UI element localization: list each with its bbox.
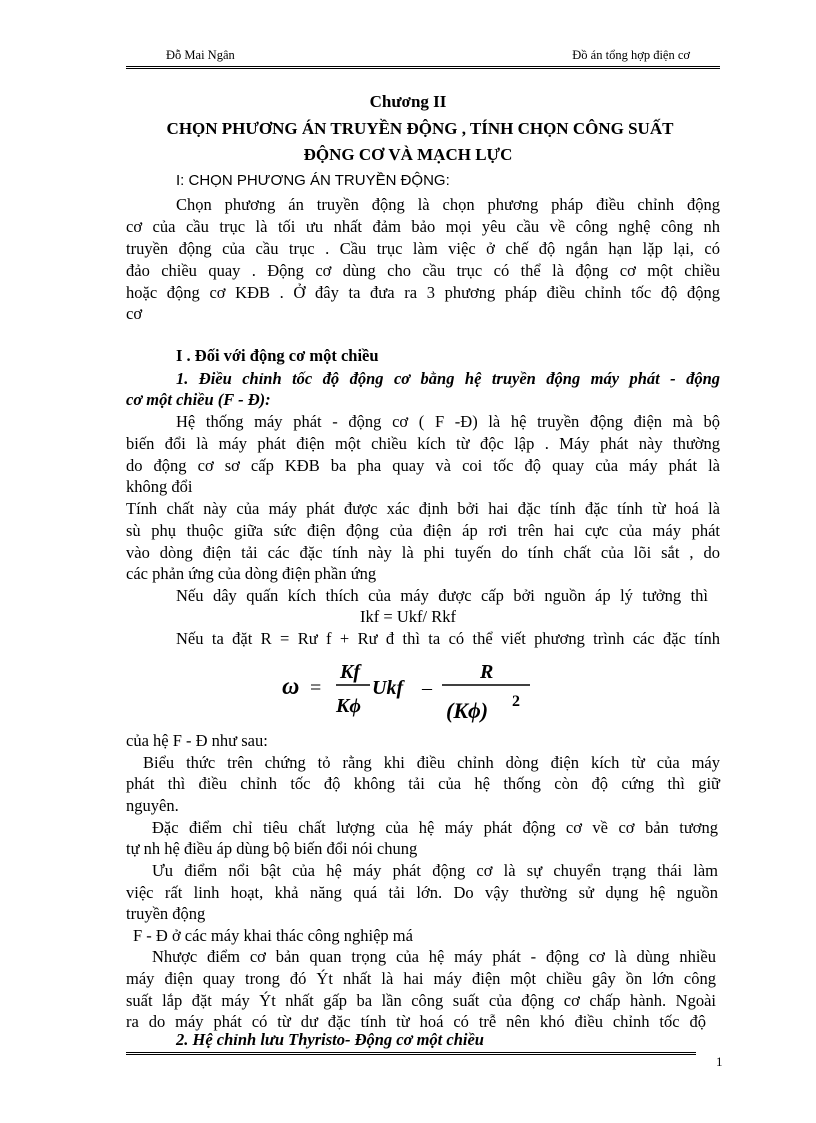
paragraph-line: đảo chiều quay . Động cơ dùng cho cầu trục có thể là động cơ một chiều [126,261,720,280]
title-line-1: CHỌN PHƯƠNG ÁN TRUYỀN ĐỘNG , TÍNH CHỌN CÔNG SUẤT [166,119,674,138]
header-author: Đỗ Mai Ngân [166,48,235,62]
subsection-heading: I . Đối với động cơ một chiều [176,346,379,365]
formula-num1: Kf [340,661,360,683]
formula-num2: R [480,661,494,683]
formula-den2: (Kϕ) [446,698,489,723]
paragraph-line: do động cơ sơ cấp KĐB ba pha quay và coi tốc độ quay của máy phát là [126,456,720,475]
equation-ikf: Ikf = Ukf/ Rkf [360,607,456,626]
paragraph-line: cơ của cầu trục là tối ưu nhất đảm bảo mọi yêu cầu về công nghệ công nh [126,217,720,236]
paragraph-line: Biểu thức trên chứng tỏ rằng khi điều chỉnh dòng điện kích từ của máy [143,753,720,772]
paragraph-line: Chọn phương án truyền động là chọn phương pháp điều chỉnh động [176,195,720,214]
paragraph-line: Nhược điểm cơ bản quan trọng của hệ máy phát - động cơ là dùng nhiều [152,947,716,966]
paragraph-line: các phản ứng của dòng điện phần ứng [126,564,377,583]
section-heading: I: CHỌN PHƯƠNG ÁN TRUYỀN ĐỘNG: [176,172,450,189]
paragraph-line: vào dòng điện tải các đặc tính này là phi tuyến do tính chất của lõi sắt , do [126,543,720,562]
formula-omega: ω [282,674,300,700]
formula-power: 2 [512,693,520,710]
footer-rule [126,1052,696,1055]
paragraph-line: Tính chất này của máy phát được xác định bởi hai đặc tính đặc tính từ hoá là [126,499,720,518]
paragraph-line: Hệ thống máy phát - động cơ ( F -Đ) là hệ truyền động điện mà bộ [176,412,720,431]
formula-den1: Kϕ [336,695,361,717]
paragraph-line: suất lắp đặt máy Ýt nhất gấp ba lần công suất của động cơ chấp hành. Ngoài [126,991,716,1010]
heading-2: 2. Hệ chỉnh lưu Thyristo- Động cơ một chiều [176,1030,484,1049]
paragraph-line: Đặc điểm chỉ tiêu chất lượng của hệ máy phát động cơ về cơ bản tương [152,818,718,837]
title-line-2: ĐỘNG CƠ VÀ MẠCH LỰC [303,145,513,164]
paragraph-line: F - Đ ở các máy khai thác công nghiệp má [133,926,413,945]
header-rule [126,66,720,69]
speed-formula [270,650,560,730]
paragraph-line: nguyên. [126,796,179,815]
paragraph-line: không đổi [126,477,193,496]
paragraph-line: hoặc động cơ KĐB . Ở đây ta đưa ra 3 phương pháp điều chỉnh tốc độ động [126,283,720,302]
paragraph-line: ra do máy phát có từ dư đặc tính từ hoá có trễ nên khó điều chỉnh tốc độ [126,1012,706,1031]
paragraph-line: Nếu dây quấn kích thích của máy được cấp bởi nguồn áp lý tưởng thì [176,586,708,605]
formula-equals: = [310,677,322,699]
paragraph-line: Ưu điểm nổi bật của hệ máy phát động cơ là sự chuyển trạng thái làm [152,861,718,880]
paragraph-line: Nếu ta đặt R = Rư f + Rư đ thì ta có thể viết phương trình các đặc tính [176,629,720,648]
page-number: 1 [716,1054,723,1069]
paragraph-line: của hệ F - Đ như sau: [126,731,268,750]
paragraph-line: việc rất linh hoạt, khả năng quá tải lớn. Do vậy thường sử dụng hệ nguồn [126,883,718,902]
page-header [126,48,720,66]
paragraph-line: biến đổi là máy phát điện một chiều kích từ độc lập . Máy phát này thường [126,434,720,453]
paragraph-line: truyền động [126,904,206,923]
chapter-title: Chương II [369,92,447,111]
paragraph-line: sù phụ thuộc giữa sức điện động của điện áp rơi trên hai cực của máy phát [126,521,720,540]
heading-1-line-2: cơ một chiều (F - Đ): [126,390,271,409]
paragraph-line: cơ [126,304,143,323]
formula-ukf: Ukf [372,677,404,699]
paragraph-line: phát thì điều chỉnh tốc độ không tải của hệ thống còn độ cứng thì giữ [126,774,720,793]
header-project: Đồ án tổng hợp điện cơ [572,48,690,62]
formula-minus: – [422,677,432,699]
paragraph-line: tự nh hệ điều áp dùng bộ biến đổi nói chung [126,839,418,858]
paragraph-line: máy điện quay trong đó Ýt nhất là hai máy điện một chiều gây ồn lớn công [126,969,716,988]
heading-1-line-1: 1. Điều chỉnh tốc độ động cơ bằng hệ truyền động máy phát - động [176,369,720,388]
paragraph-line: truyền động của cầu trục . Cầu trục làm việc ở chế độ ngắn hạn lặp lại, có [126,239,720,258]
